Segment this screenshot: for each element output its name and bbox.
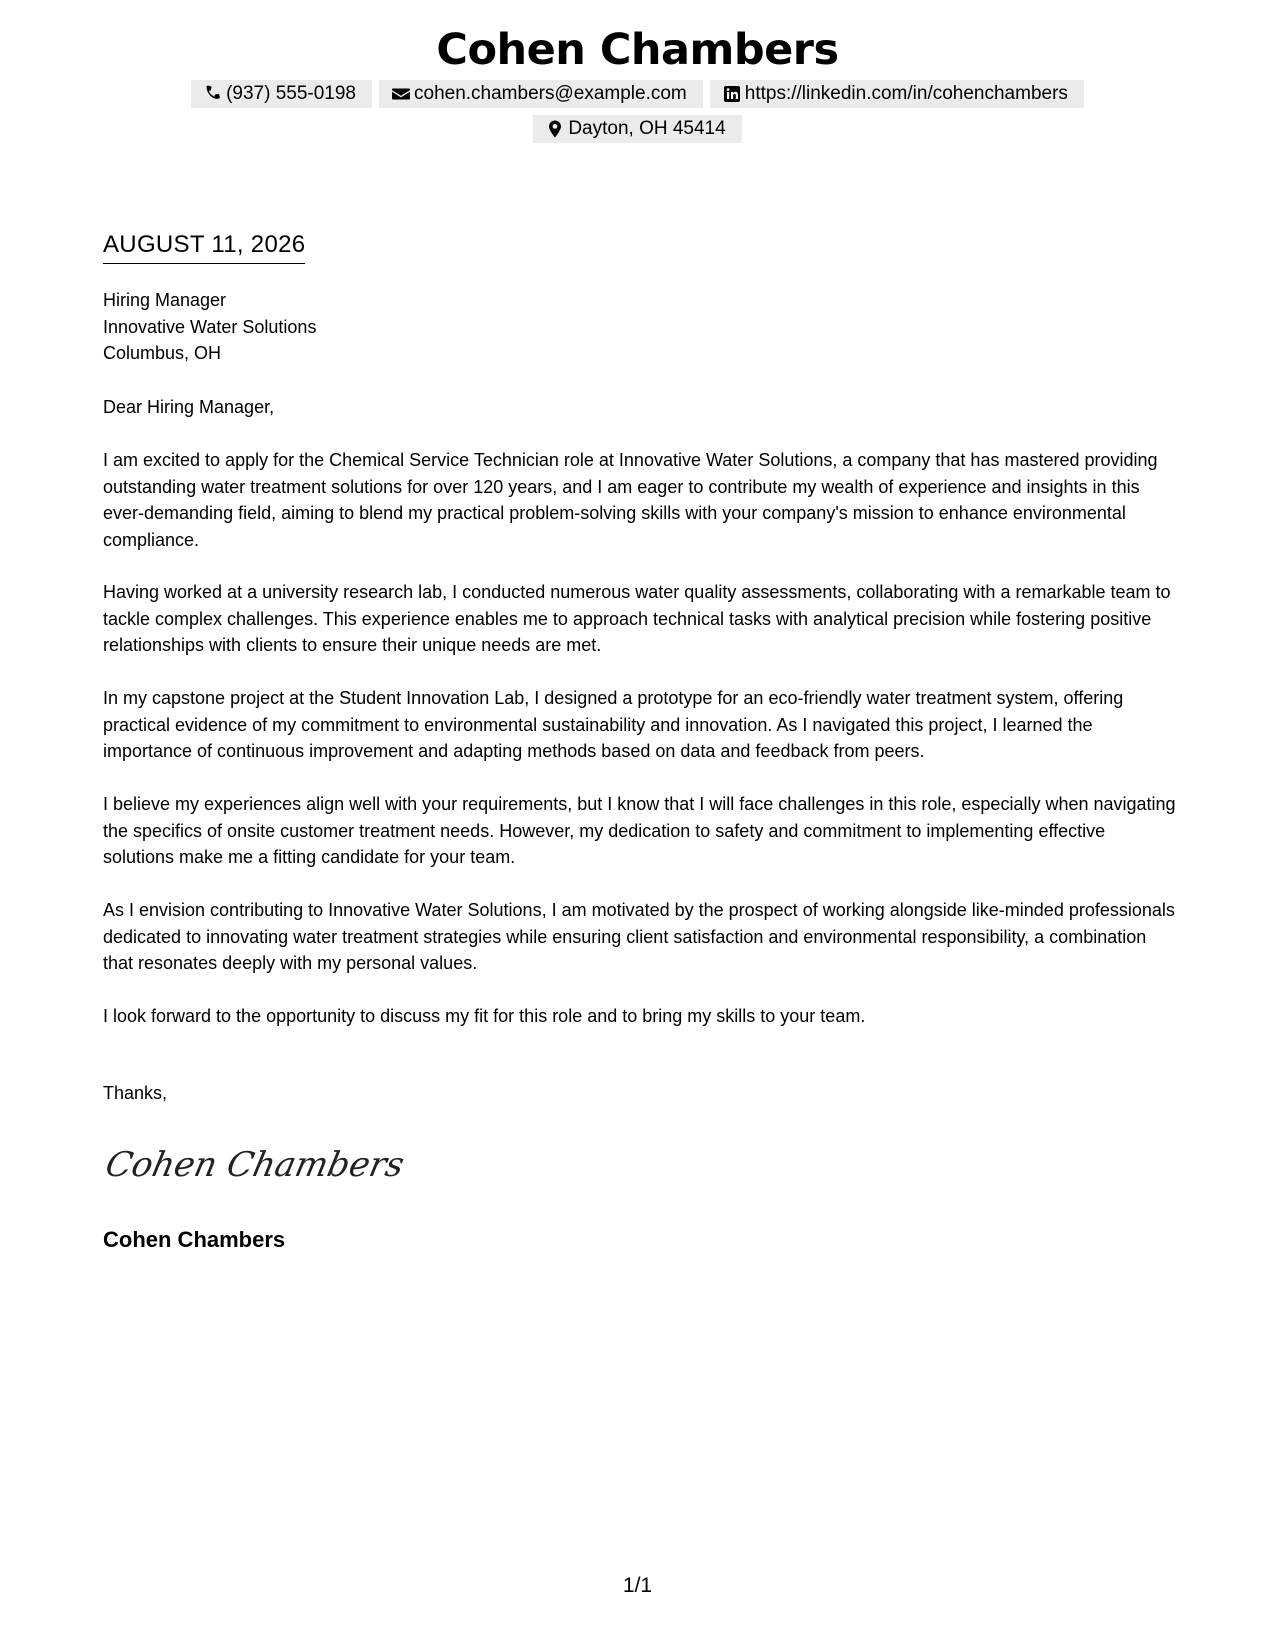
body-paragraph: Having worked at a university research lab, I conducted numerous water quality assessments, collaborating with a remarkable team to tackle complex challenges. This experience enables me to approach technical tasks with analytical precision while fostering positive relationships with clients to ensure their unique needs are met. <box>103 582 1171 655</box>
recipient-location: Columbus, OH <box>103 343 222 363</box>
email-text: cohen.chambers@example.com <box>414 83 687 104</box>
location-text: Dayton, OH 45414 <box>568 118 726 139</box>
signer-name: Cohen Chambers <box>103 1227 286 1252</box>
applicant-name-heading: Cohen Chambers <box>436 25 839 75</box>
body-paragraph: In my capstone project at the Student Innovation Lab, I designed a prototype for an eco-friendly water treatment system, offering practical evidence of my commitment to environmental sustainability and innovation. As I navigated this project, I learned the importance of continuous improvement and adapting methods based on data and feedback from peers. <box>103 688 1124 761</box>
letter-date: AUGUST 11, 2026 <box>103 229 305 264</box>
contact-location <box>533 115 741 143</box>
contact-row <box>0 80 1275 108</box>
phone-icon <box>203 84 223 104</box>
envelope-icon <box>391 84 411 104</box>
phone-text: (937) 555-0198 <box>226 83 356 104</box>
salutation: Dear Hiring Manager, <box>103 397 275 417</box>
recipient-block <box>103 287 316 367</box>
signature-text: Cohen Chambers <box>102 1145 408 1185</box>
contact-phone <box>191 80 372 108</box>
contact-linkedin <box>710 80 1084 108</box>
linkedin-icon <box>722 84 742 104</box>
body-paragraph: I believe my experiences align well with your requirements, but I know that I will face challenges in this role, especially when navigating the specifics of onsite customer treatment needs. However, my dedication to safety and commitment to implementing effective solutions make me a fitting candidate for your team. <box>103 794 1176 867</box>
body-paragraph: As I envision contributing to Innovative Water Solutions, I am motivated by the prospect of working alongside like-minded professionals dedicated to innovating water treatment strategies while ensuring client satisfaction and environmental responsibility, a combination that resonates deeply with my personal values. <box>103 900 1175 973</box>
recipient-title: Hiring Manager <box>103 290 227 310</box>
closing-line: Thanks, <box>103 1083 168 1103</box>
map-marker-icon <box>545 119 565 139</box>
linkedin-text: https://linkedin.com/in/cohenchambers <box>744 83 1068 104</box>
body-paragraph: I look forward to the opportunity to discuss my fit for this role and to bring my skills to your team. <box>103 1006 866 1026</box>
contact-email <box>379 80 703 108</box>
recipient-company: Innovative Water Solutions <box>103 316 317 337</box>
handwritten-signature <box>102 1138 408 1188</box>
contact-row-location <box>0 115 1275 143</box>
page-number: 1/1 <box>622 1574 653 1597</box>
body-paragraph: I am excited to apply for the Chemical Service Technician role at Innovative Water Solutions, a company that has mastered providing outstanding water treatment solutions for over 120 years, and I am eager to contribute my wealth of experience and insights in this ever-demanding field, aiming to blend my practical problem-solving skills with your company's mission to enhance environmental compliance. <box>103 450 1158 550</box>
